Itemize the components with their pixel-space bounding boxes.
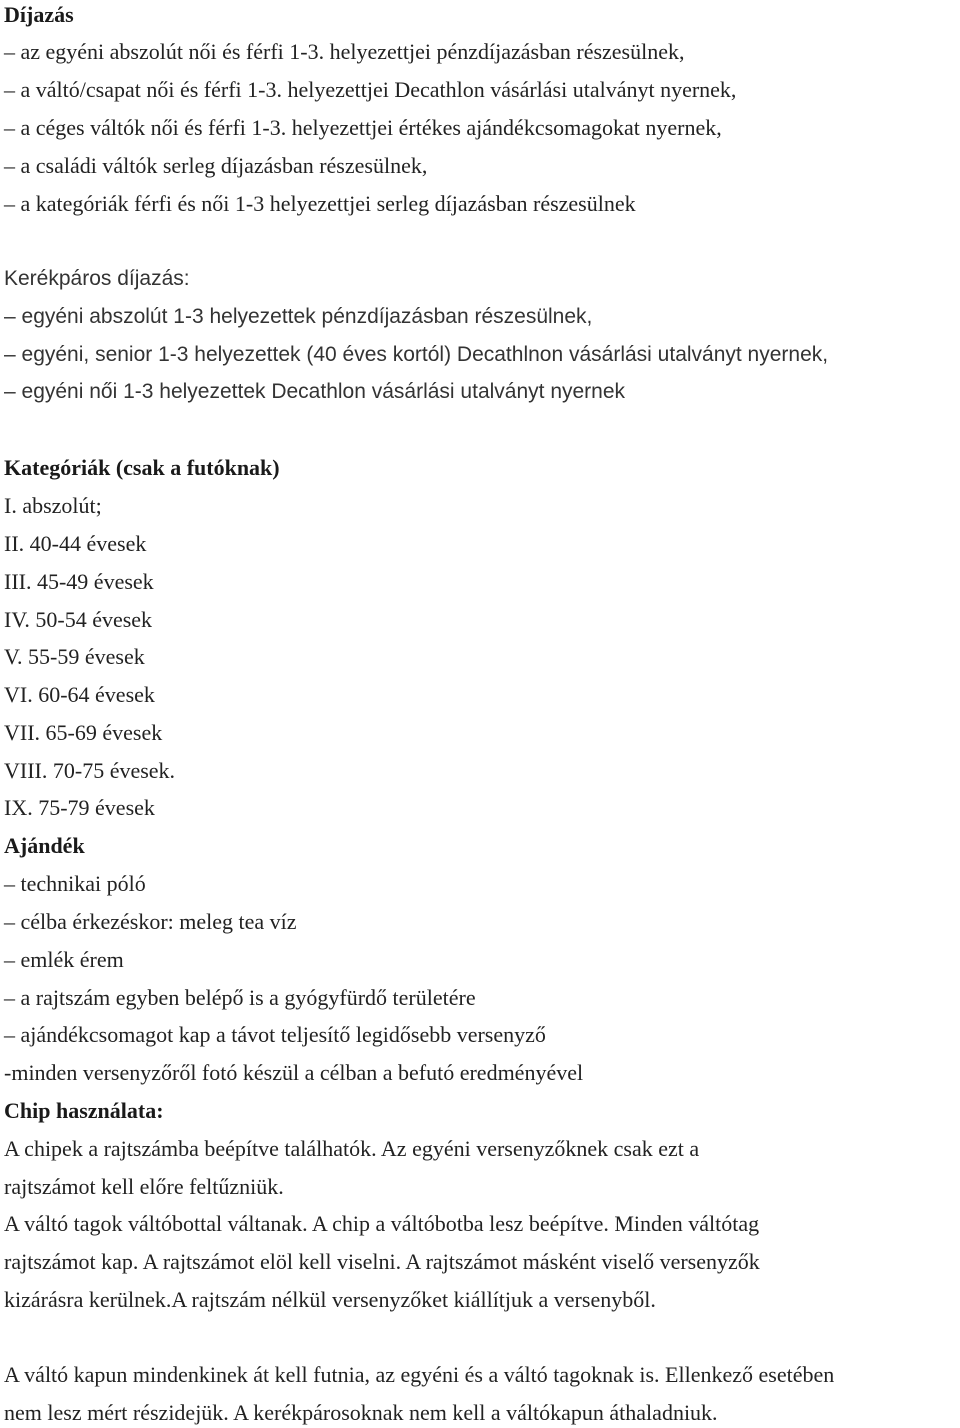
chip-text-line: rajtszámot kell előre feltűzniük. (4, 1174, 284, 1199)
kategoria-item: IV. 50-54 évesek (4, 607, 153, 632)
ajandek-item: – a rajtszám egyben belépő is a gyógyfürdő területére (4, 985, 476, 1010)
chip-text-line: rajtszámot kap. A rajtszámot elöl kell viselni. A rajtszámot másként viselő versenyzők (4, 1249, 760, 1274)
ajandek-item: – emlék érem (4, 947, 124, 972)
kerekparos-item: – egyéni abszolút 1-3 helyezettek pénzdíjazásban részesülnek, (4, 305, 593, 328)
valtokapu-text-line: nem lesz mért részidejük. A kerékpárosoknak nem kell a váltókapun áthaladniuk. (4, 1400, 718, 1425)
dijazas-item: – a családi váltók serleg díjazásban részesülnek, (4, 153, 428, 178)
chip-heading: Chip használata: (4, 1098, 164, 1123)
kategoria-item: II. 40-44 évesek (4, 531, 147, 556)
kerekparos-heading: Kerékpáros díjazás: (4, 267, 190, 290)
kerekparos-item: – egyéni női 1-3 helyezettek Decathlon vásárlási utalványt nyernek (4, 380, 626, 403)
kategoria-item: VIII. 70-75 évesek. (4, 758, 176, 783)
ajandek-heading: Ajándék (4, 833, 85, 858)
kategoria-item: I. abszolút; (4, 493, 102, 518)
kategoriak-heading: Kategóriák (csak a futóknak) (4, 455, 280, 480)
chip-text-line: A chipek a rajtszámba beépítve találhatók. Az egyéni versenyzőknek csak ezt a (4, 1136, 700, 1161)
dijazas-heading: Díjazás (4, 2, 74, 27)
dijazas-item: – a kategóriák férfi és női 1-3 helyezettjei serleg díjazásban részesülnek (4, 191, 636, 216)
ajandek-item: – ajándékcsomagot kap a távot teljesítő legidősebb versenyző (4, 1022, 546, 1047)
dijazas-item: – a váltó/csapat női és férfi 1-3. helyezettjei Decathlon vásárlási utalványt nyernek, (4, 77, 737, 102)
kerekparos-item: – egyéni, senior 1-3 helyezettek (40 éves kortól) Decathlnon vásárlási utalványt nyernek, (4, 343, 829, 366)
dijazas-item: – az egyéni abszolút női és férfi 1-3. helyezettjei pénzdíjazásban részesülnek, (4, 39, 685, 64)
chip-text-line: A váltó tagok váltóbottal váltanak. A chip a váltóbotba lesz beépítve. Minden váltótag (4, 1211, 760, 1236)
chip-text-line: kizárásra kerülnek.A rajtszám nélkül versenyzőket kiállítjuk a versenyből. (4, 1287, 656, 1312)
ajandek-item: – célba érkezéskor: meleg tea víz (4, 909, 297, 934)
kategoria-item: VII. 65-69 évesek (4, 720, 163, 745)
ajandek-item: -minden versenyzőről fotó készül a célban a befutó eredményével (4, 1060, 584, 1085)
valtokapu-text-line: A váltó kapun mindenkinek át kell futnia, az egyéni és a váltó tagoknak is. Ellenkező esetében (4, 1362, 835, 1387)
dijazas-item: – a céges váltók női és férfi 1-3. helyezettjei értékes ajándékcsomagokat nyernek, (4, 115, 722, 140)
kategoria-item: V. 55-59 évesek (4, 644, 145, 669)
kategoria-item: VI. 60-64 évesek (4, 682, 155, 707)
kategoria-item: III. 45-49 évesek (4, 569, 154, 594)
ajandek-item: – technikai póló (4, 871, 146, 896)
kategoria-item: IX. 75-79 évesek (4, 795, 155, 820)
